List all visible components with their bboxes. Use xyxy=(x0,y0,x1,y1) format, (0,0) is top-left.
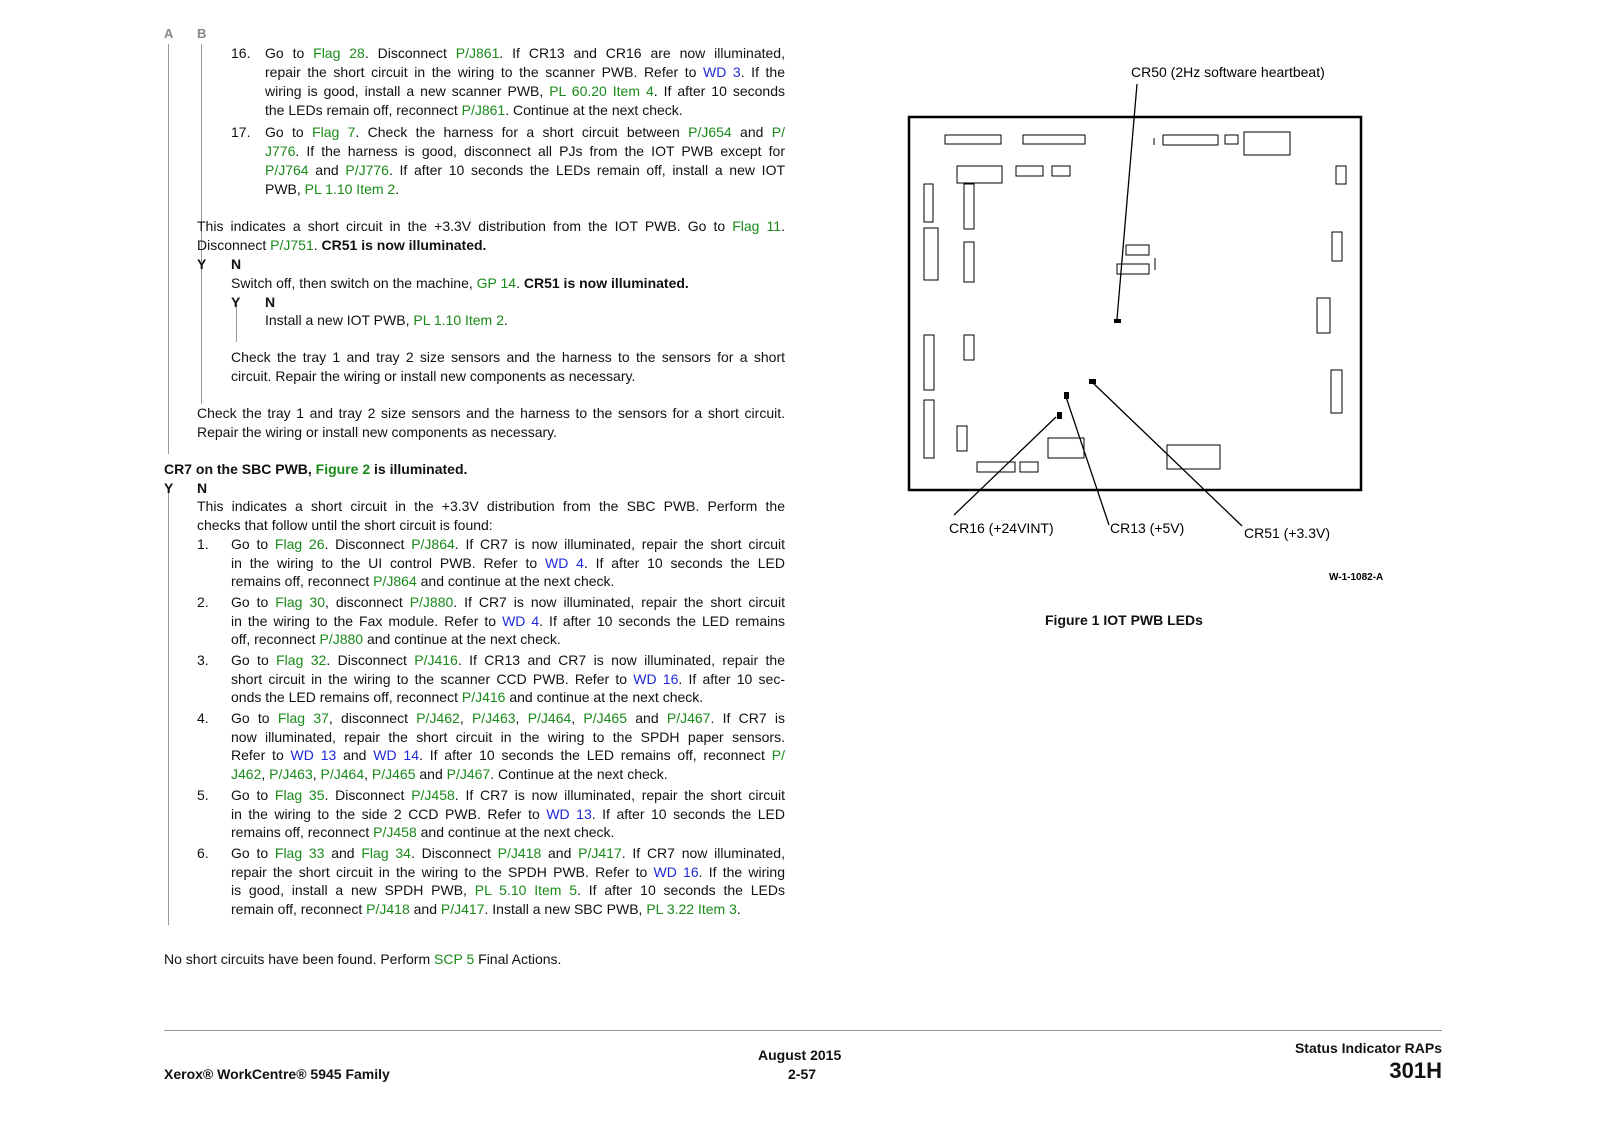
text-run: and xyxy=(627,710,667,726)
text-run: and continue at the next check. xyxy=(416,824,615,841)
text-run: . Check the harness for a short circuit between xyxy=(355,124,689,140)
sbc-step-line xyxy=(231,670,785,689)
wiring-diagram-link[interactable]: WD 13 xyxy=(546,805,592,822)
sbc-step-line xyxy=(231,709,785,728)
text-run: PWB, xyxy=(265,181,305,197)
cross-reference-link[interactable]: P/J880 xyxy=(319,631,364,648)
text-run: Go to xyxy=(231,787,275,803)
text-run: and continue at the next check. xyxy=(363,631,561,648)
cross-reference-link[interactable]: P/J416 xyxy=(461,689,506,706)
sbc-intro-line1: This indicates a short circuit in the +3.3V distribution from the SBC PWB. Perform the xyxy=(197,498,785,514)
cross-reference-link[interactable]: P/J458 xyxy=(373,824,417,841)
text-run: . Install a new SBC PWB, xyxy=(484,900,647,917)
check-tray-inner-line2: circuit. Repair the wiring or install new components as necessary. xyxy=(231,368,636,384)
wiring-diagram-link[interactable]: WD 16 xyxy=(653,863,699,880)
text-run: . If after 10 seconds the LED remains off, reconnect xyxy=(418,747,772,764)
cross-reference-link[interactable]: Figure 2 xyxy=(315,461,371,477)
column-header-b: B xyxy=(197,26,207,41)
text-run: , xyxy=(515,710,528,726)
pwb-components xyxy=(924,132,1346,472)
text-run: is illuminated. xyxy=(370,461,468,477)
cr13-label: CR13 (+5V) xyxy=(1110,520,1185,536)
cross-reference-link[interactable]: P/J462 xyxy=(416,710,460,726)
flow-line-a-top xyxy=(168,44,169,454)
text-run: . xyxy=(313,237,322,253)
short33-line1 xyxy=(197,217,785,236)
text-run: Final Actions. xyxy=(474,951,562,967)
cross-reference-link[interactable]: PL 1.10 Item 2 xyxy=(304,181,396,197)
cross-reference-link[interactable]: P/J861 xyxy=(461,102,506,118)
sbc-step-line xyxy=(231,805,785,824)
footer-rule xyxy=(164,1030,1442,1031)
cross-reference-link[interactable]: P/J654 xyxy=(688,124,732,140)
text-run: repair the short circuit in the wiring to the scanner PWB. Refer to xyxy=(265,64,704,80)
text-run: . If the harness is good, disconnect all PJs from the IOT PWB except for xyxy=(295,143,785,159)
wiring-diagram-link[interactable]: WD 4 xyxy=(545,554,584,571)
text-run: . If the xyxy=(740,64,786,80)
step16-line4 xyxy=(265,101,683,120)
text-run: No short circuits have been found. Perform xyxy=(164,951,435,967)
flow-line-a-bottom xyxy=(168,490,169,925)
sbc-step-line xyxy=(231,881,785,900)
text-run: remain off, reconnect xyxy=(231,900,367,917)
cross-reference-link[interactable]: P/ xyxy=(771,124,785,140)
check-tray-outer-line2: Repair the wiring or install new components as necessary. xyxy=(197,424,558,440)
cross-reference-link[interactable]: P/J418 xyxy=(497,845,542,861)
text-run: This indicates a short circuit in the +3.3V distribution from the IOT PWB. Go to xyxy=(197,218,733,234)
no-label: N xyxy=(197,480,208,496)
cross-reference-link[interactable]: P/J751 xyxy=(270,237,314,253)
step16-line3 xyxy=(265,82,785,101)
cross-reference-link[interactable]: P/J467 xyxy=(666,710,711,726)
text-run: . If CR13 and CR7 is now illuminated, repair the xyxy=(457,652,785,668)
cross-reference-link[interactable]: Flag 11 xyxy=(732,218,782,234)
cross-reference-link[interactable]: P/J880 xyxy=(409,594,454,610)
text-run: and xyxy=(409,900,441,917)
text-run: Go to xyxy=(231,652,277,668)
cross-reference-link[interactable]: P/ xyxy=(771,747,785,764)
text-run: , xyxy=(261,765,270,782)
text-run: Go to xyxy=(231,536,275,552)
text-run: and xyxy=(324,845,362,861)
text-run: Go to xyxy=(265,45,314,61)
text-run: onds the LED remains off, reconnect xyxy=(231,689,462,706)
text-run: , xyxy=(312,765,321,782)
text-run: Go to xyxy=(231,710,278,726)
cross-reference-link[interactable]: PL 3.22 Item 3 xyxy=(646,900,737,917)
text-run: Go to xyxy=(231,594,276,610)
text-run: , xyxy=(364,765,372,782)
text-run: and xyxy=(731,124,772,140)
cross-reference-link[interactable]: Flag 7 xyxy=(312,124,356,140)
text-run: . xyxy=(781,218,785,234)
footer-section: Status Indicator RAPs xyxy=(1294,1040,1442,1056)
check-tray-inner-line1: Check the tray 1 and tray 2 size sensors and the harness to the sensors for a short xyxy=(231,349,785,365)
text-run: and continue at the next check. xyxy=(505,689,704,706)
text-run: . If CR7 is now illuminated, repair the short circuit xyxy=(453,594,785,610)
text-run: Refer to xyxy=(231,747,291,764)
leader-lines xyxy=(954,84,1242,526)
text-run: . If after 10 seconds the LEDs xyxy=(577,882,785,899)
cr51-label: CR51 (+3.3V) xyxy=(1244,525,1330,541)
text-run: wiring is good, install a new scanner PWB, xyxy=(265,83,550,99)
cross-reference-link[interactable]: P/J465 xyxy=(583,710,628,726)
sbc-step-line xyxy=(231,844,785,863)
footer-product: Xerox® WorkCentre® 5945 Family xyxy=(164,1066,390,1082)
install-iot-line xyxy=(265,311,508,330)
yes-label: Y xyxy=(231,294,241,310)
text-run: , disconnect xyxy=(328,710,417,726)
step-number: 3. xyxy=(197,652,209,668)
text-run: Switch off, then switch on the machine, xyxy=(231,275,477,291)
sbc-step-line xyxy=(231,746,785,765)
text-run: and continue at the next check. xyxy=(416,573,615,590)
pwb-outline xyxy=(909,117,1361,490)
cross-reference-link[interactable]: P/J417 xyxy=(578,845,622,861)
cross-reference-link[interactable]: SCP 5 xyxy=(434,951,475,967)
cross-reference-link[interactable]: P/J463 xyxy=(269,765,313,782)
sbc-step-line xyxy=(231,630,561,649)
text-run: in the wiring to the side 2 CCD PWB. Refer to xyxy=(231,805,547,822)
text-run: . xyxy=(736,900,741,917)
text-run: remains off, reconnect xyxy=(231,824,374,841)
text-run: Go to xyxy=(231,845,275,861)
text-run: . Disconnect xyxy=(364,45,456,61)
cr16-label: CR16 (+24VINT) xyxy=(949,520,1054,536)
cross-reference-link[interactable]: J462 xyxy=(231,765,262,782)
cr7-question xyxy=(164,460,467,479)
cross-reference-link[interactable]: P/J463 xyxy=(471,710,516,726)
text-run: . If after 10 seconds the LED xyxy=(583,554,785,571)
text-run: is good, install a new SPDH PWB, xyxy=(231,882,475,899)
step-number: 17. xyxy=(231,124,251,140)
text-run: off, reconnect xyxy=(231,631,320,648)
text-run: Install a new IOT PWB, xyxy=(265,312,414,328)
cross-reference-link[interactable]: P/J418 xyxy=(366,900,410,917)
text-run: in the wiring to the Fax module. Refer to xyxy=(231,612,503,629)
step-number: 2. xyxy=(197,594,209,610)
text-run: . If after 10 seconds the LEDs remain off, install a new IOT xyxy=(388,162,786,178)
text-run: . xyxy=(395,181,400,197)
text-run: and xyxy=(541,845,579,861)
cross-reference-link[interactable]: Flag 34 xyxy=(361,845,411,861)
cross-reference-link[interactable]: P/J417 xyxy=(440,900,485,917)
text-run: . If after 10 seconds the LED remains xyxy=(539,612,786,629)
cross-reference-link[interactable]: P/J465 xyxy=(371,765,416,782)
text-run: . If CR7 is now illuminated, repair the short circuit xyxy=(454,536,785,552)
text-run: CR51 is now illuminated. xyxy=(523,275,689,291)
cross-reference-link[interactable]: P/J464 xyxy=(320,765,365,782)
cross-reference-link[interactable]: P/J467 xyxy=(446,765,491,782)
footer-page: 2-57 xyxy=(788,1066,817,1082)
text-run: . If CR7 is now illuminated, repair the short circuit xyxy=(454,787,785,803)
step-number: 1. xyxy=(197,536,209,552)
footer-date: August 2015 xyxy=(758,1047,842,1063)
text-run: . Disconnect xyxy=(324,536,412,552)
cross-reference-link[interactable]: Flag 37 xyxy=(277,710,329,726)
step17-line3 xyxy=(265,161,785,180)
step16-line1 xyxy=(265,44,785,63)
cross-reference-link[interactable]: GP 14 xyxy=(476,275,517,291)
text-run: . If CR13 and CR16 are now illuminated, xyxy=(499,45,785,61)
cross-reference-link[interactable]: Flag 26 xyxy=(274,536,325,552)
sbc-step-line xyxy=(231,786,785,805)
yes-label: Y xyxy=(197,256,207,272)
wiring-diagram-link[interactable]: WD 4 xyxy=(502,612,540,629)
cross-reference-link[interactable]: Flag 32 xyxy=(276,652,327,668)
text-run: remains off, reconnect xyxy=(231,573,374,590)
cross-reference-link[interactable]: P/J464 xyxy=(527,710,572,726)
text-run: . Disconnect xyxy=(410,845,498,861)
short33-line2 xyxy=(197,236,486,255)
text-run: and xyxy=(308,162,346,178)
text-run: . Continue at the next check. xyxy=(505,102,683,118)
no-label: N xyxy=(265,294,276,310)
cross-reference-link[interactable]: P/J861 xyxy=(455,45,500,61)
step-number: 6. xyxy=(197,845,209,861)
sbc-step-line xyxy=(231,823,614,842)
text-run: the LEDs remain off, reconnect xyxy=(265,102,462,118)
cross-reference-link[interactable]: J776 xyxy=(265,143,296,159)
figure-caption: Figure 1 IOT PWB LEDs xyxy=(1045,612,1203,628)
footer-code: 301H xyxy=(1389,1058,1442,1083)
text-run: Go to xyxy=(265,124,313,140)
text-run: . Disconnect xyxy=(324,787,412,803)
text-run: CR51 is now illuminated. xyxy=(321,237,487,253)
text-run: . If CR7 is xyxy=(710,710,785,726)
text-run: . Continue at the next check. xyxy=(490,765,668,782)
text-run: . If after 10 seconds xyxy=(653,83,785,99)
cross-reference-link[interactable]: Flag 30 xyxy=(275,594,325,610)
sbc-step-line xyxy=(231,593,785,612)
text-run: repair the short circuit in the wiring to the SPDH PWB. Refer to xyxy=(231,863,654,880)
text-run: . If CR7 now illuminated, xyxy=(621,845,785,861)
cross-reference-link[interactable]: P/J764 xyxy=(265,162,309,178)
text-run: in the wiring to the UI control PWB. Refer to xyxy=(231,554,546,571)
wiring-diagram-link[interactable]: WD 3 xyxy=(703,64,741,80)
text-run: now illuminated, repair the short circuit in the wiring to the SPDH paper sensors. xyxy=(231,728,785,745)
sbc-step-line xyxy=(231,728,785,747)
cross-reference-link[interactable]: PL 1.10 Item 2 xyxy=(413,312,504,328)
sbc-step-line xyxy=(231,765,668,784)
sbc-step-line xyxy=(231,612,785,631)
sbc-step-line xyxy=(231,688,703,707)
text-run: . xyxy=(503,312,508,328)
step-number: 5. xyxy=(197,787,209,803)
cross-reference-link[interactable]: P/J864 xyxy=(411,536,455,552)
text-run: . If the wiring xyxy=(698,863,785,880)
step-number: 16. xyxy=(231,45,251,61)
text-run: . Disconnect xyxy=(326,652,415,668)
no-short-line xyxy=(164,950,561,969)
text-run: and xyxy=(336,747,374,764)
figure-code: W-1-1082-A xyxy=(1329,572,1384,583)
sbc-step-line xyxy=(231,863,785,882)
wiring-diagram-link[interactable]: WD 14 xyxy=(373,747,419,764)
column-header-a: A xyxy=(164,26,174,41)
text-run: . xyxy=(516,275,524,291)
text-run: . If after 10 seconds the LED xyxy=(591,805,785,822)
wiring-diagram-link[interactable]: WD 16 xyxy=(633,670,679,687)
cross-reference-link[interactable]: Flag 33 xyxy=(274,845,325,861)
sbc-step-line xyxy=(231,535,785,554)
text-run: Disconnect xyxy=(197,237,271,253)
cross-reference-link[interactable]: P/J776 xyxy=(345,162,389,178)
step17-line1 xyxy=(265,123,785,142)
switchoff-line xyxy=(231,274,689,293)
cross-reference-link[interactable]: Flag 28 xyxy=(313,45,365,61)
text-run: CR7 on the SBC PWB, xyxy=(164,461,316,477)
text-run: and xyxy=(415,765,447,782)
check-tray-outer-line1: Check the tray 1 and tray 2 size sensors and the harness to the sensors for a short circuit. xyxy=(197,405,785,421)
wiring-diagram-link[interactable]: WD 13 xyxy=(290,747,337,764)
cross-reference-link[interactable]: P/J864 xyxy=(373,573,417,590)
cross-reference-link[interactable]: P/J416 xyxy=(414,652,458,668)
text-run: , xyxy=(459,710,472,726)
sbc-step-line xyxy=(231,572,614,591)
no-label: N xyxy=(231,256,242,272)
step16-line2 xyxy=(265,63,785,82)
sbc-step-line xyxy=(231,900,741,919)
cross-reference-link[interactable]: P/J458 xyxy=(411,787,455,803)
text-run: , disconnect xyxy=(324,594,410,610)
sbc-step-line xyxy=(231,554,785,573)
text-run: , xyxy=(571,710,584,726)
sbc-intro-line2: checks that follow until the short circuit is found: xyxy=(197,517,493,533)
step-number: 4. xyxy=(197,710,209,726)
cross-reference-link[interactable]: PL 5.10 Item 5 xyxy=(474,882,578,899)
text-run: . If after 10 sec- xyxy=(678,670,785,687)
text-run: short circuit in the wiring to the scanner CCD PWB. Refer to xyxy=(231,670,634,687)
led-markers xyxy=(1057,319,1121,419)
sbc-step-line xyxy=(231,651,785,670)
yes-label: Y xyxy=(164,480,174,496)
step17-line4 xyxy=(265,180,399,199)
iot-pwb-figure xyxy=(880,60,1440,620)
cr50-label: CR50 (2Hz software heartbeat) xyxy=(1131,64,1325,80)
cross-reference-link[interactable]: PL 60.20 Item 4 xyxy=(549,83,654,99)
cross-reference-link[interactable]: Flag 35 xyxy=(274,787,325,803)
step17-line2 xyxy=(265,142,785,161)
